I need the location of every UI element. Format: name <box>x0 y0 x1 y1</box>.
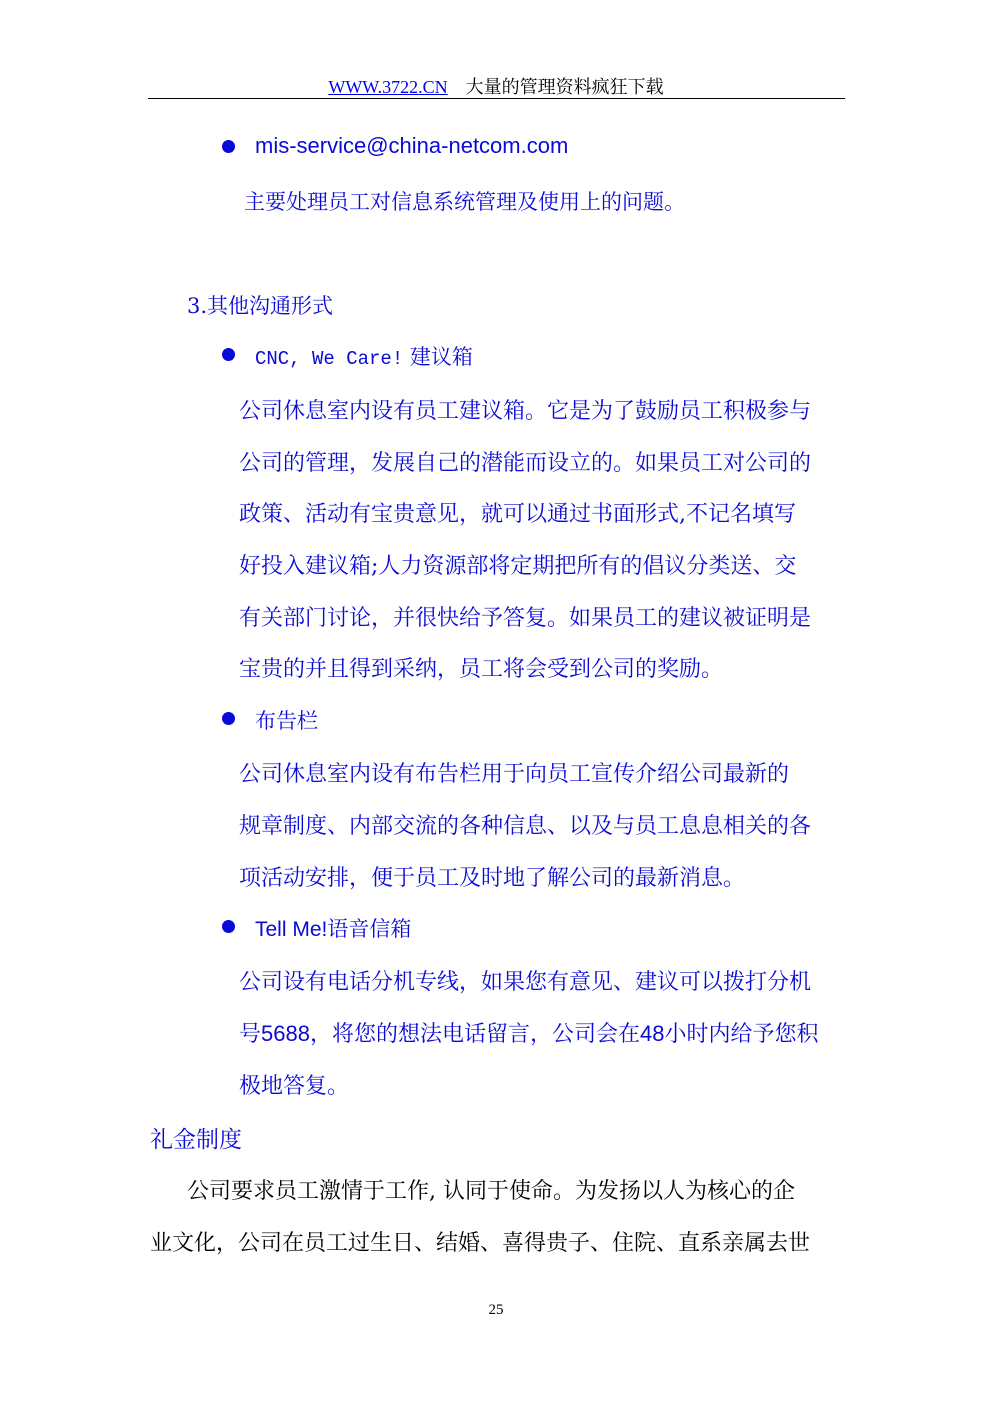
text-fragment: ，将您的想法电话留言，公司会在 <box>309 1022 640 1047</box>
bullet-icon <box>222 920 235 933</box>
paragraph-line: 公司休息室内设有布告栏用于向员工宣传介绍公司最新的 <box>239 762 790 787</box>
bullet-icon <box>222 348 235 361</box>
paragraph-line: 极地答复。 <box>239 1074 350 1099</box>
paragraph-line: 公司设有电话分机专线，如果您有意见、建议可以拨打分机 <box>239 970 812 995</box>
paragraph-line: 公司的管理，发展自己的潜能而设立的。如果员工对公司的 <box>239 451 812 476</box>
item-title-latin: Tell Me! <box>255 918 328 941</box>
email-address: mis-service@china-netcom.com <box>255 133 569 158</box>
paragraph-line: 好投入建议箱;人力资源部将定期把所有的倡议分类送、交 <box>239 554 797 579</box>
hours-number: 48 <box>639 1021 665 1046</box>
page-header <box>0 73 992 99</box>
paragraph-line: 宝贵的并且得到采纳，员工将会受到公司的奖励。 <box>239 657 724 682</box>
extension-number: 5688 <box>261 1021 310 1046</box>
item-title-latin: CNC, We Care! <box>255 348 404 370</box>
paragraph-line: 有关部门讨论，并很快给予答复。如果员工的建议被证明是 <box>239 606 812 631</box>
paragraph-line <box>239 1017 818 1048</box>
paragraph-line: 业文化，公司在员工过生日、结婚、喜得贵子、住院、直系亲属去世 <box>150 1231 811 1256</box>
paragraph-line: 政策、活动有宝贵意见，就可以通过书面形式,不记名填写 <box>239 502 796 527</box>
item-title-voicemail <box>255 913 411 943</box>
item-title-bulletin-board: 布告栏 <box>255 709 318 733</box>
email-description: 主要处理员工对信息系统管理及使用上的问题。 <box>244 190 685 214</box>
item-title-cjk: 语音信箱 <box>327 917 412 941</box>
item-title-suggestion-box <box>255 341 473 371</box>
text-fragment: 号 <box>239 1022 262 1047</box>
page-number: 25 <box>488 1302 504 1318</box>
bullet-icon <box>222 140 235 153</box>
header-tagline: 大量的管理资料疯狂下载 <box>465 77 664 97</box>
paragraph-line: 公司要求员工激情于工作, 认同于使命。为发扬以人为核心的企 <box>187 1179 795 1204</box>
item-title-cjk: 建议箱 <box>403 345 473 369</box>
text-fragment: 小时内给予您积 <box>664 1022 819 1047</box>
paragraph-line: 规章制度、内部交流的各种信息、以及与员工息息相关的各 <box>239 814 812 839</box>
paragraph-line: 项活动安排，便于员工及时地了解公司的最新消息。 <box>239 866 746 891</box>
paragraph-line: 公司休息室内设有员工建议箱。它是为了鼓励员工积极参与 <box>239 399 812 424</box>
bullet-icon <box>222 712 235 725</box>
section-heading: 3.其他沟通形式 <box>187 294 334 318</box>
site-link[interactable]: WWW.3722.CN <box>328 77 448 97</box>
header-divider <box>148 98 845 99</box>
section-heading-gift: 礼金制度 <box>150 1127 242 1153</box>
